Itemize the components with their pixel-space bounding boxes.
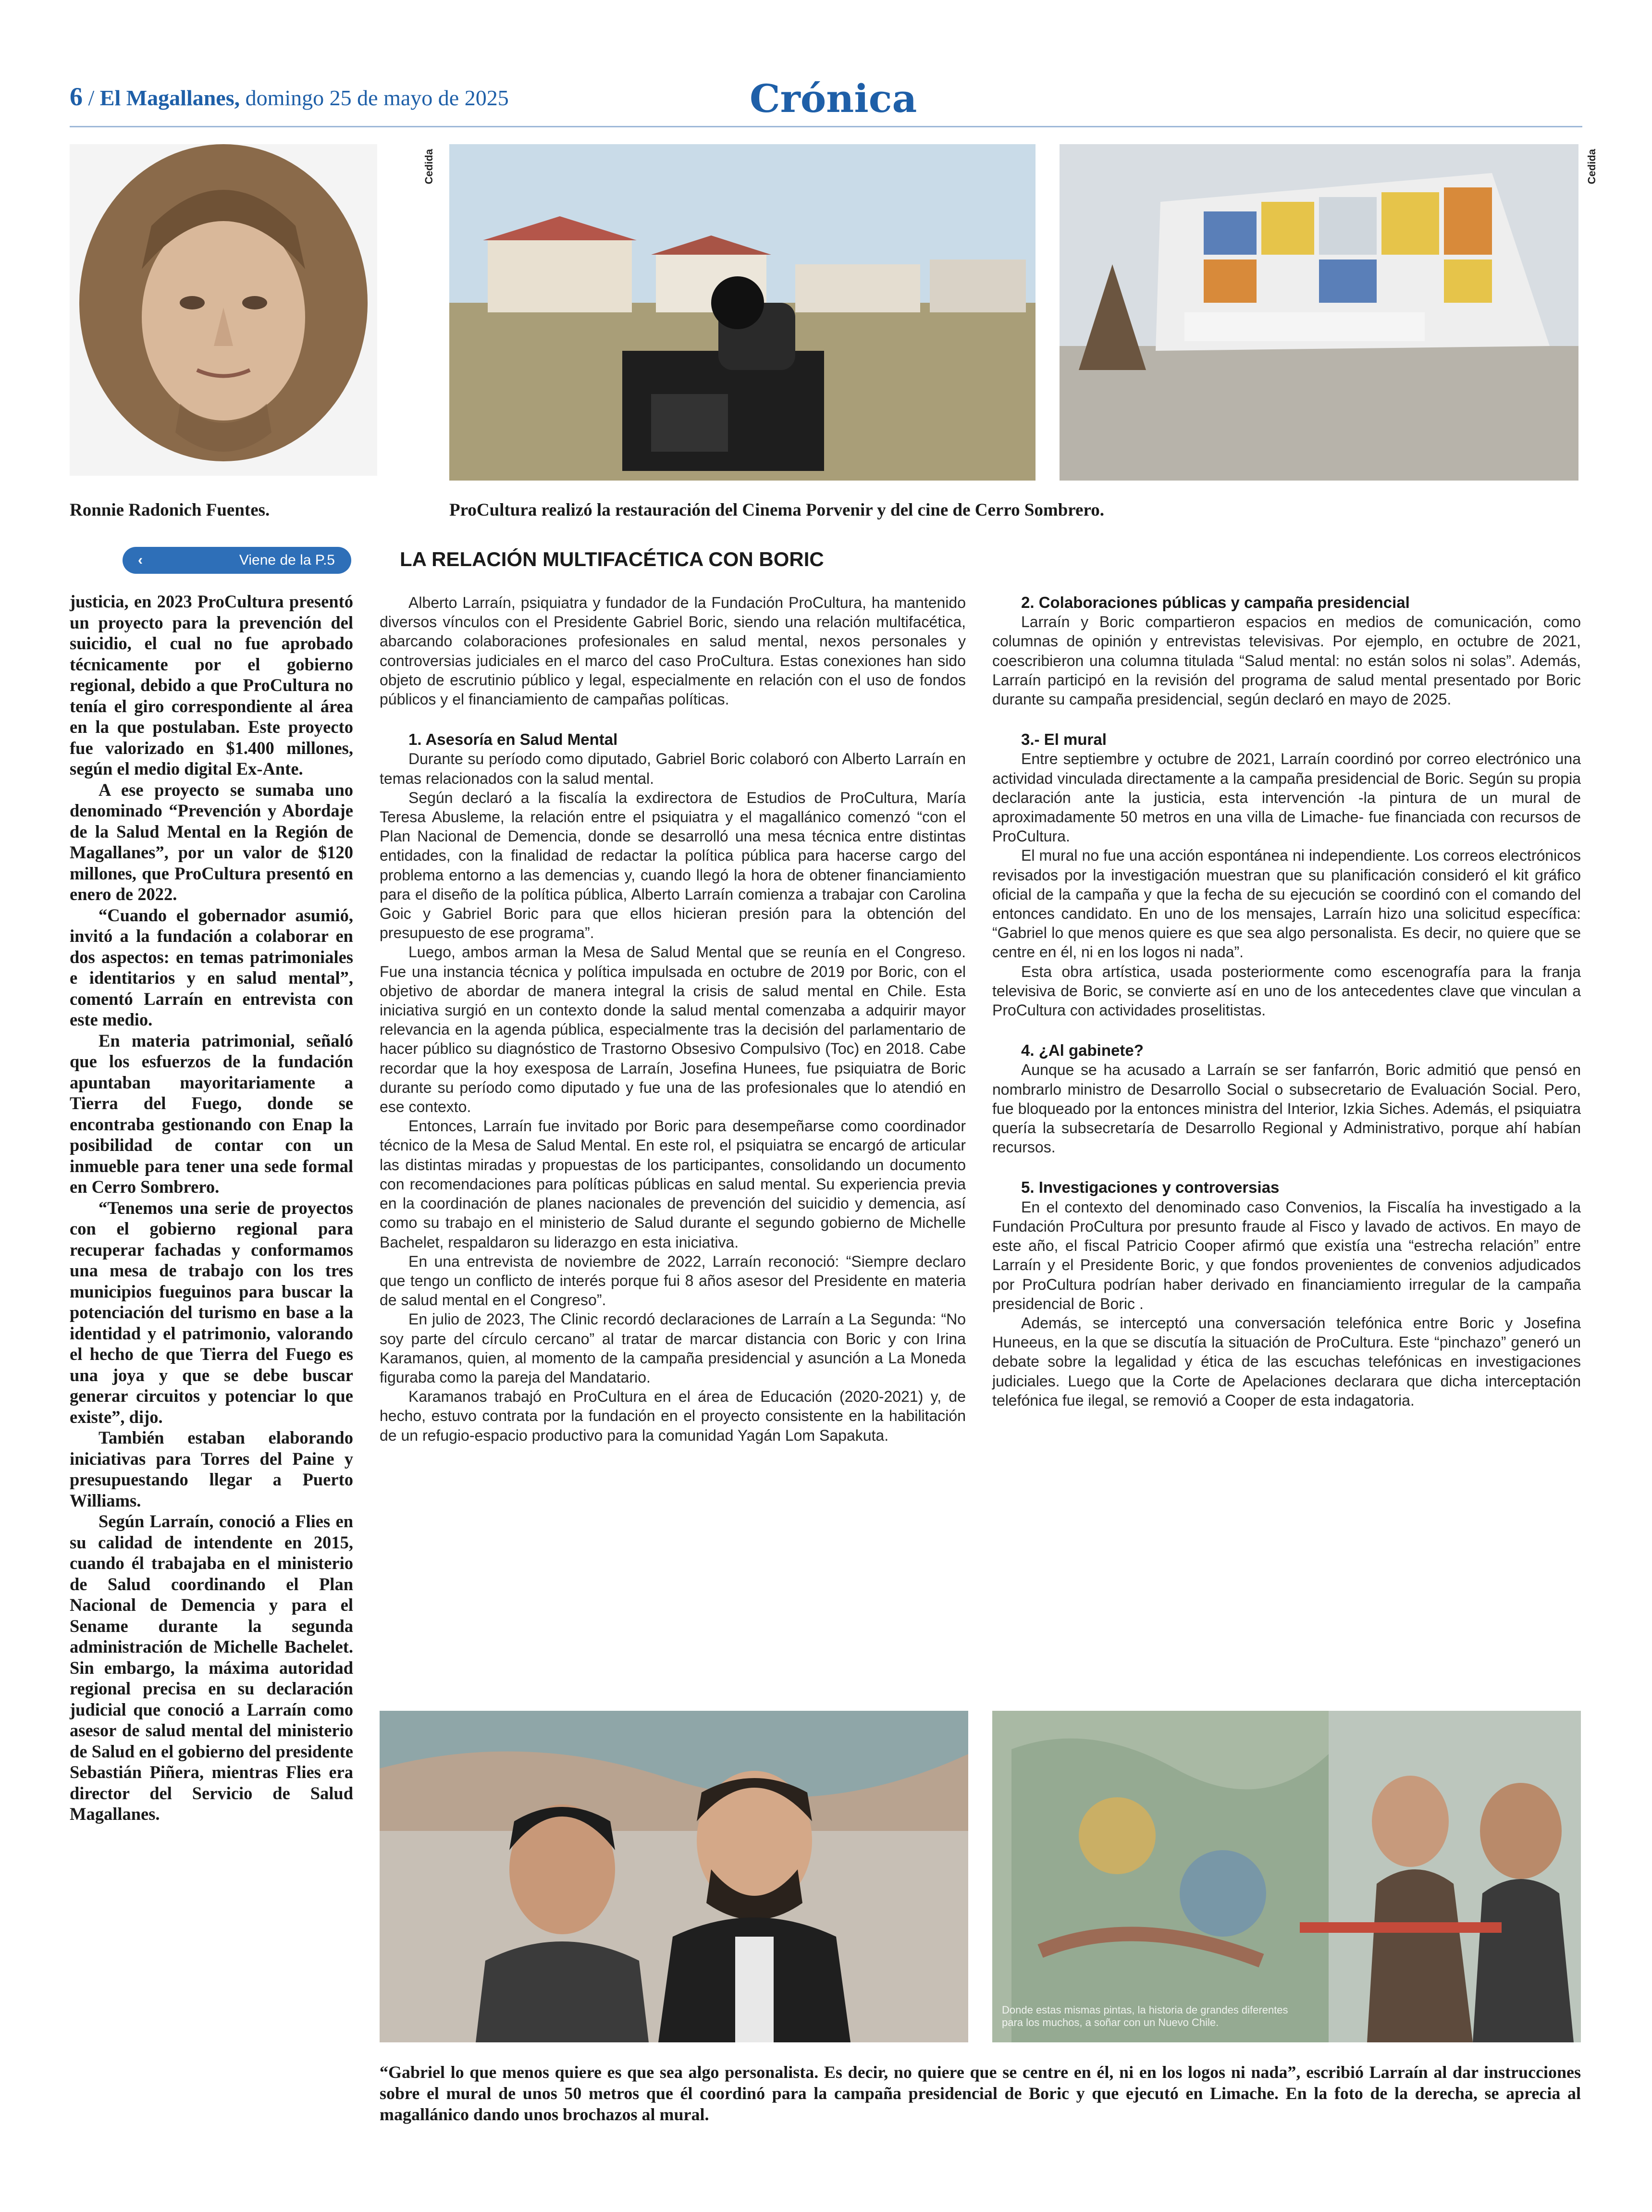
page-number: 6	[70, 82, 83, 111]
left-paragraph: “Cuando el gobernador asumió, invitó a la fundación a colaborar en dos aspectos: en temas patrimoniales e identitarios y en salud mental”, comentó Larraín en entrevista con este medio.	[70, 905, 353, 1029]
header-separator: /	[88, 86, 95, 110]
left-paragraph: En materia patrimonial, señaló que los esfuerzos de la fundación apuntaban mayoritariamente a Tierra del Fuego, donde se encontraba gestionando con Enap la posibilidad de contar con un inmueble para tener una sede formal en Cerro Sombrero.	[70, 1030, 353, 1197]
continuation-label: Viene de la P.5	[239, 552, 335, 568]
left-column	[70, 591, 353, 1825]
left-paragraph: A ese proyecto se sumaba uno denominado “Prevención y Abordaje de la Salud Mental en la Región de Magallanes”, por un valor de $120 millones, que ProCultura presentó en enero de 2022.	[70, 779, 353, 904]
body-paragraph: Aunque se ha acusado a Larraín se ser fanfarrón, Boric admitió que pensó en nombrarlo ministro de Desarrollo Social o subsecretario de Evaluación Social. Pero, fue bloqueado por la entonces ministra del Interior, Izkia Siches. Además, el psiquiatra quería la subsecretaría de Desarrollo Regional y Administrativo, porque ahí habían recursos.	[992, 1061, 1581, 1156]
header-rule	[70, 126, 1582, 127]
cerro-sombrero-photo	[1060, 144, 1578, 481]
mural-painting-photo	[992, 1711, 1581, 2042]
subhead-mural: 3.- El mural	[1021, 730, 1107, 749]
body-paragraph: Karamanos trabajó en ProCultura en el área de Educación (2020-2021) y, de hecho, estuvo contrata por la fundación en el proyecto consistente en la habilitación de un refugio-espacio productivo para la comunidad Yagán Lom Sapakuta.	[380, 1388, 966, 1444]
mural-photo-caption: “Gabriel lo que menos quiere es que sea algo personalista. Es decir, no quiere que se centre en él, ni en los logos ni nada”, escribió Larraín al dar instrucciones sobre el mural de unos 50 metros que él coordinó para la campaña presidencial de Boric y que ejecutó en Limache. En la foto de la derecha, se aprecia al magallánico dando unos brochazos al mural.	[380, 2063, 1581, 2124]
article-section-title: LA RELACIÓN MULTIFACÉTICA CON BORIC	[400, 548, 824, 570]
body-paragraph: Luego, ambos arman la Mesa de Salud Mental que se reunía en el Congreso. Fue una instancia técnica y política impulsada en octubre de 2019 por Boric, con el objetivo de abordar de manera integral la crisis de salud mental en Chile. Esta iniciativa surgió en un contexto donde la salud mental comenzaba a adquirir mayor relevancia en la agenda pública, especialmente tras la decisión del parlamentario de hacer público su diagnóstico de Trastorno Obsesivo Compulsivo (Toc) en 2018. Cabe recordar que la hoy exesposa de Larraín, Josefina Hunees, fue psiquiatra de Boric durante su período como diputado y fue una de las profesionales que lo atendió en ese contexto.	[380, 943, 966, 1116]
building-scene-illustration	[1060, 144, 1578, 481]
body-paragraph: En el contexto del denominado caso Convenios, la Fiscalía ha investigado a la Fundación ProCultura por presunto fraude al Fisco y lavado de activos. En mayo de este año, el fiscal Patricio Cooper afirmó que existía una “estrecha relación” entre Larraín y el Presidente Boric, y que fondos provenientes de convenios adjudicados por ProCultura podrían haber derivado en financiamiento irregular de la campaña presidencial de Boric .	[992, 1198, 1581, 1312]
two-men-illustration	[380, 1711, 968, 2042]
middle-column	[380, 593, 966, 1445]
cinema-caption: ProCultura realizó la restauración del Cinema Porvenir y del cine de Cerro Sombrero.	[449, 500, 1104, 520]
body-paragraph: Esta obra artística, usada posteriormente como escenografía para la franja televisiva de Boric, se convierte así en uno de los antecedentes clave que vinculan a ProCultura con actividades proselitistas.	[992, 963, 1581, 1019]
body-paragraph: Entre septiembre y octubre de 2021, Larraín coordinó por correo electrónico una actividad vinculada directamente a la campaña presidencial de Boric. Según su propia declaración ante la justicia, esta intervención -la pintura de un mural de aproximadamente 50 metros en una villa de Limache- fue financiada con recursos de ProCultura.	[992, 750, 1581, 845]
mural-overlay-text: Donde estas mismas pintas, la historia de grandes diferentes para los muchos, a soñar con un Nuevo Chile.	[1002, 2004, 1288, 2028]
chevron-left-icon: ‹	[138, 552, 143, 568]
body-paragraph: Durante su período como diputado, Gabriel Boric colaboró con Alberto Larraín en temas relacionados con la salud mental.	[380, 750, 966, 787]
camera-scene-illustration	[449, 144, 1036, 481]
subhead-asesoria: 1. Asesoría en Salud Mental	[408, 730, 618, 749]
portrait-photo	[70, 144, 377, 476]
subhead-gabinete: 4. ¿Al gabinete?	[1021, 1041, 1144, 1060]
intro-paragraph: Alberto Larraín, psiquiatra y fundador de la Fundación ProCultura, ha mantenido diversos vínculos con el Presidente Gabriel Boric, siendo una relación multifacética, abarcando colaboraciones profesionales en salud mental, nexos personales y controversias judiciales en el marco del caso ProCultura. Estas conexiones han sido objeto de escrutinio público y legal, especialmente en relación con el uso de fondos públicos y el financiamiento de campañas políticas.	[380, 594, 966, 708]
subhead-colaboraciones: 2. Colaboraciones públicas y campaña presidencial	[1021, 593, 1410, 611]
body-paragraph: Entonces, Larraín fue invitado por Boric para desempeñarse como coordinador técnico de la Mesa de Salud Mental. En este rol, el psiquiatra se encargó de articular las distintas miradas y propuestas de los participantes, consolidando un documento con recomendaciones para políticas públicas en salud mental. Su experiencia previa en la coordinación de planes nacionales de prevención del suicidio y demencia, así como su trabajo en el ministerio de Salud durante el segundo gobierno de Michelle Bachelet, respaldaron su liderazgo en esta iniciativa.	[380, 1117, 966, 1251]
section-title: Crónica	[750, 76, 917, 121]
body-paragraph: En julio de 2023, The Clinic recordó declaraciones de Larraín a La Segunda: “No soy parte del círculo cercano” al tratar de marcar distancia con Boric y con Irina Karamanos, quien, al momento de la campaña presidencial y asunción a La Moneda figuraba como la pareja del Mandatario.	[380, 1310, 966, 1386]
body-paragraph: Además, se interceptó una conversación telefónica entre Boric y Josefina Huneeus, en la que se discutía la situación de ProCultura. Este “pinchazo” generó un debate sobre la legalidad y ética de las escuchas telefónicas en investigaciones judiciales. Luego que la Corte de Apelaciones declarara que dicha interceptación telefónica fue ilegal, se removió a Cooper de esta indagatoria.	[992, 1314, 1581, 1409]
left-paragraph: Según Larraín, conoció a Flies en su calidad de intendente en 2015, cuando él trabajaba en el ministerio de Salud coordinando el Plan Nacional de Demencia y para el Sename durante la segunda administración de Michelle Bachelet. Sin embargo, la máxima autoridad regional precisa en su declaración judicial que conoció a Larraín como asesor de salud mental del ministerio de Salud en el gobierno del presidente Sebastián Piñera, mientras Flies era director del Servicio de Salud Magallanes.	[70, 1511, 353, 1824]
left-paragraph: También estaban elaborando iniciativas para Torres del Paine y presupuestando llegar a Puerto Williams.	[70, 1428, 353, 1510]
mural-scene-illustration	[992, 1711, 1581, 2042]
portrait-illustration	[70, 144, 377, 476]
body-paragraph: El mural no fue una acción espontánea ni independiente. Los correos electrónicos revisados por la investigación muestran que su planificación consideró el kit gráfico oficial de la campaña y que la fecha de su ejecución se coordinó con el comando del entonces candidato. En uno de los mensajes, Larraín hizo una solicitud específica: “Gabriel lo que menos quiere es que sea algo personalista. Es decir, no quiere que se centre en él, ni en los logos ni nada”.	[992, 847, 1581, 961]
photo-credit-2: Cedida	[1586, 149, 1598, 185]
portrait-caption: Ronnie Radonich Fuentes.	[70, 500, 270, 520]
continuation-badge[interactable]	[123, 547, 351, 574]
issue-date: domingo 25 de mayo de 2025	[245, 86, 509, 110]
body-paragraph: Larraín y Boric compartieron espacios en medios de comunicación, como columnas de opinión y entrevistas televisivas. Por ejemplo, en octubre de 2021, coescribieron una columna titulada “Salud mental: no están solos ni solas”. Además, Larraín participó en la revisión del programa de salud mental presentado por Boric durante su campaña presidencial, según declaró en mayo de 2025.	[992, 613, 1581, 708]
page-header	[70, 82, 509, 111]
left-paragraph: justicia, en 2023 ProCultura presentó un proyecto para la prevención del suicidio, el cual no fue aprobado técnicamente por el gobierno regional, debido a que ProCultura no tenía el giro correspondiente al área en la que postulaban. Este proyecto fue valorizado en $1.400 millones, según el medio digital Ex-Ante.	[70, 592, 353, 779]
left-paragraph: “Tenemos una serie de proyectos con el gobierno regional para recuperar fachadas y conformamos una mesa de trabajo con los tres municipios fueguinos para buscar la potenciación del turismo en base a la identidad y el patrimonio, valorando el hecho de que Tierra del Fuego es una joya y que se debe buscar generar circuitos y potenciar lo que existe”, dijo.	[70, 1198, 353, 1427]
body-paragraph: En una entrevista de noviembre de 2022, Larraín reconoció: “Siempre declaro que tengo un conflicto de interés porque fui 8 años asesor del Presidente en materia de salud mental en el Congreso”.	[380, 1252, 966, 1309]
photo-credit-1: Cedida	[423, 149, 435, 185]
right-column	[992, 593, 1581, 1410]
newspaper-name: El Magallanes,	[99, 86, 240, 110]
cinema-porvenir-photo	[449, 144, 1036, 481]
body-paragraph: Según declaró a la fiscalía la exdirectora de Estudios de ProCultura, María Teresa Abusleme, la relación entre el psiquiatra y el magallánico comenzó “con el Plan Nacional de Demencia, donde se desarrolló una mesa técnica entre distintas entidades, con la finalidad de redactar la política pública para hacerse cargo del problema entorno a las demencias y, cuando llegó la hora de obtener financiamiento para el diseño de la política pública, Alberto Larraín comienza a trabajar con Carolina Goic y Gabriel Boric para que ellos hicieran presión para la obtención del presupuesto de ese programa”.	[380, 789, 966, 942]
subhead-investigaciones: 5. Investigaciones y controversias	[1021, 1178, 1280, 1197]
larrain-boric-photo	[380, 1711, 968, 2042]
